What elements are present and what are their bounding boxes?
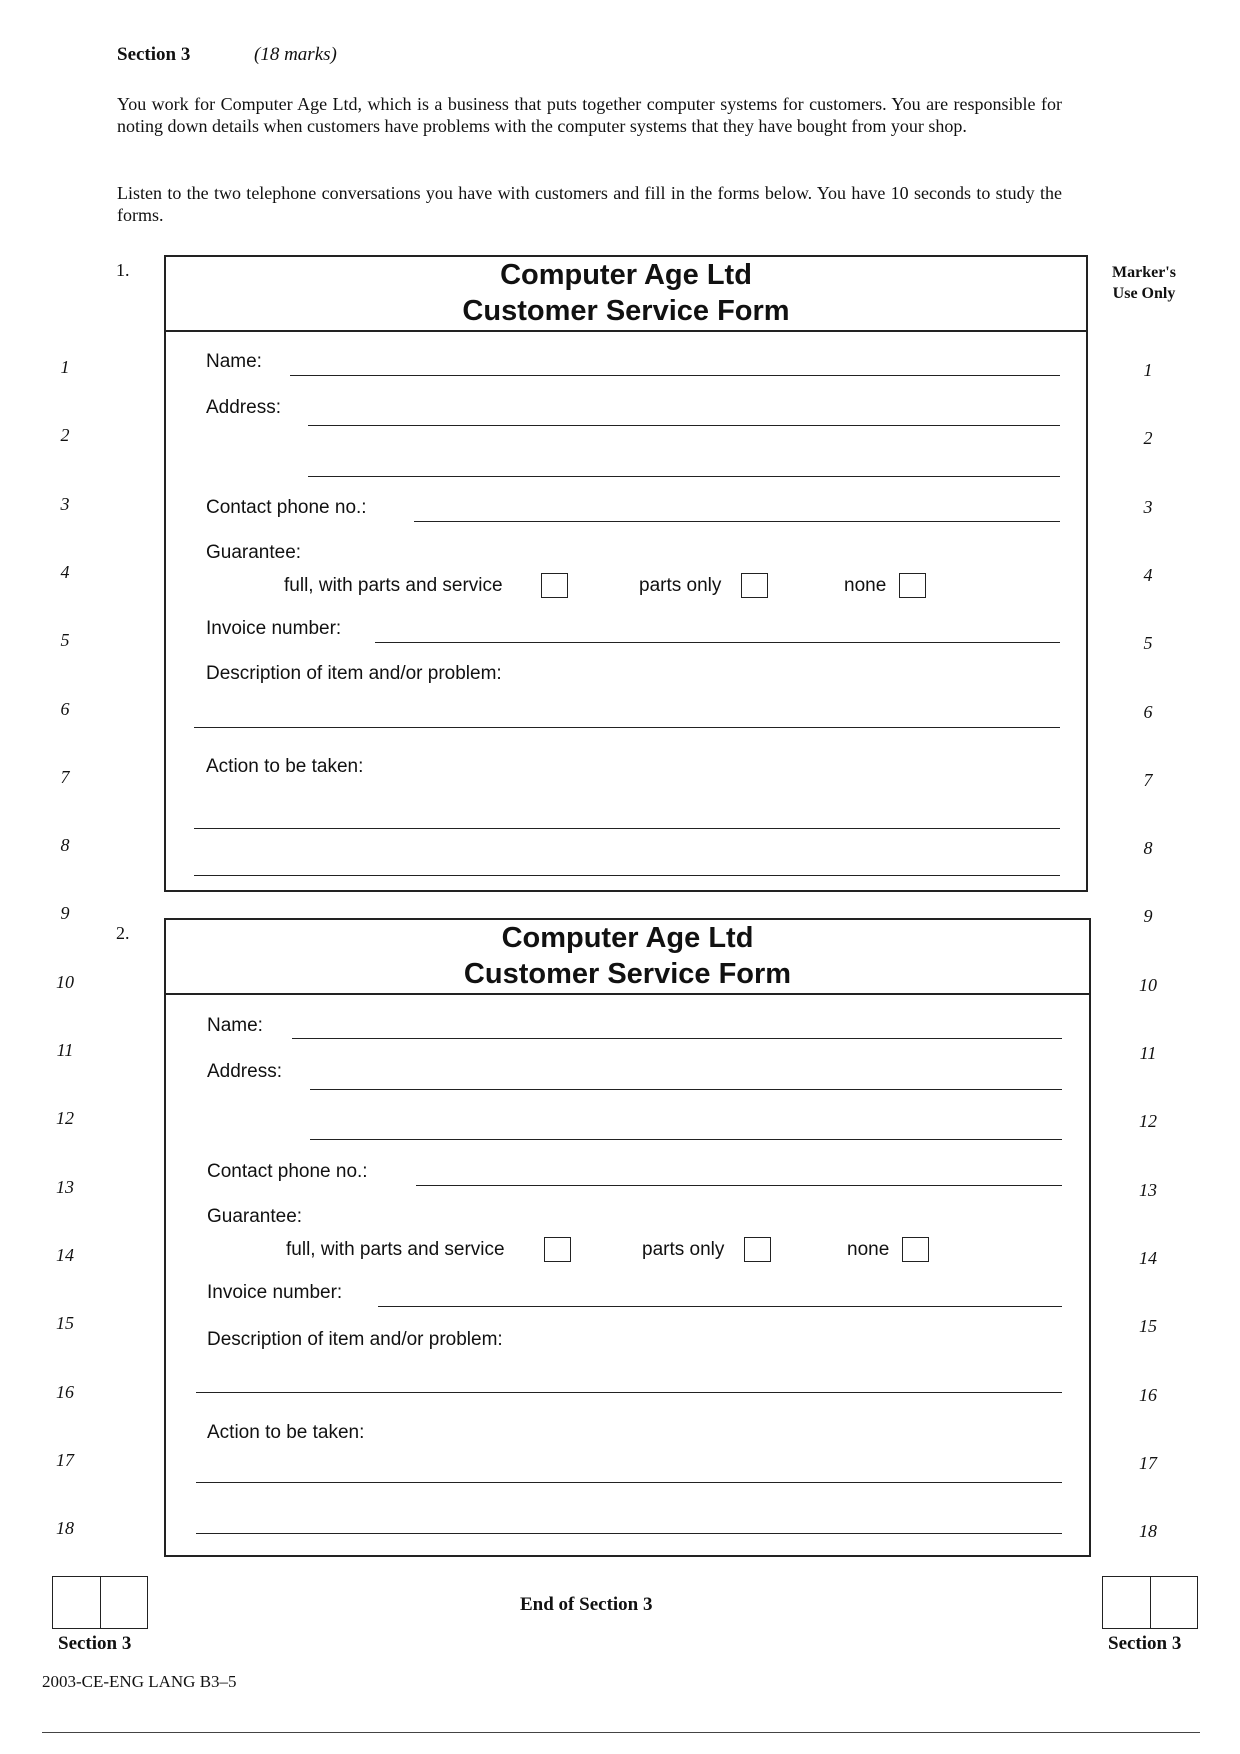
guarantee-none-checkbox[interactable] — [902, 1237, 929, 1262]
guarantee-parts-label: parts only — [642, 1239, 725, 1260]
name-label: Name: — [206, 351, 262, 372]
marker-score-18: 18 — [1139, 1521, 1157, 1541]
guarantee-parts-label: parts only — [639, 575, 722, 596]
phone-label: Contact phone no.: — [206, 497, 367, 518]
phone-label: Contact phone no.: — [207, 1161, 368, 1182]
marker-score-15: 15 — [1139, 1316, 1157, 1336]
margin-number-left: 11 — [56, 1040, 74, 1060]
margin-number-left: 5 — [60, 630, 70, 650]
section-label-left: Section 3 — [58, 1633, 132, 1654]
address-line-1[interactable] — [308, 425, 1060, 426]
guarantee-none-label: none — [847, 1239, 890, 1260]
marker-score-3: 3 — [1143, 497, 1153, 517]
margin-number-left: 7 — [60, 767, 70, 787]
action-line-1[interactable] — [194, 828, 1060, 829]
name-label: Name: — [207, 1015, 263, 1036]
margin-number-left: 16 — [56, 1382, 74, 1402]
paper-code: 2003-CE-ENG LANG B3–5 — [42, 1672, 237, 1691]
guarantee-full-checkbox[interactable] — [541, 573, 568, 598]
form-header — [166, 920, 1089, 995]
form-title-company: Computer Age Ltd — [501, 922, 754, 954]
address-line-2[interactable] — [310, 1139, 1062, 1140]
description-line[interactable] — [194, 727, 1060, 728]
margin-number-left: 18 — [56, 1518, 74, 1538]
action-line-2[interactable] — [194, 875, 1060, 876]
marker-score-1: 1 — [1143, 360, 1153, 380]
section-marks: (18 marks) — [254, 44, 337, 65]
guarantee-label: Guarantee: — [207, 1206, 303, 1227]
marker-score-6: 6 — [1143, 702, 1153, 722]
name-line[interactable] — [290, 375, 1060, 376]
invoice-line[interactable] — [378, 1306, 1062, 1307]
margin-number-left: 2 — [60, 425, 70, 445]
phone-line[interactable] — [416, 1185, 1062, 1186]
marker-score-7: 7 — [1143, 770, 1153, 790]
intro-paragraph: You work for Computer Age Ltd, which is a business that puts together computer systems for customers. You are responsible for noting down details when customers have problems with the computer systems that they have bought from your shop. — [117, 94, 1062, 136]
margin-number-left: 9 — [60, 903, 70, 923]
margin-number-left: 1 — [60, 357, 70, 377]
margin-number-left: 15 — [56, 1313, 74, 1333]
margin-number-left: 3 — [60, 494, 70, 514]
guarantee-full-label: full, with parts and service — [286, 1239, 505, 1260]
marker-score-4: 4 — [1143, 565, 1153, 585]
marker-score-14: 14 — [1139, 1248, 1157, 1268]
address-line-2[interactable] — [308, 476, 1060, 477]
footer-rule — [42, 1732, 1200, 1733]
guarantee-parts-checkbox[interactable] — [744, 1237, 771, 1262]
marker-score-11: 11 — [1139, 1043, 1157, 1063]
margin-number-left: 4 — [60, 562, 70, 582]
description-label: Description of item and/or problem: — [206, 663, 502, 684]
margin-number-left: 13 — [56, 1177, 74, 1197]
instructions-paragraph: Listen to the two telephone conversations you have with customers and fill in the forms below. You have 10 seconds to study the forms. — [117, 183, 1062, 225]
marker-score-5: 5 — [1143, 633, 1153, 653]
marker-heading-line1: Marker's — [1112, 264, 1176, 281]
form-title-company: Computer Age Ltd — [500, 259, 752, 291]
marker-score-10: 10 — [1139, 975, 1157, 995]
phone-line[interactable] — [414, 521, 1060, 522]
address-label: Address: — [207, 1061, 282, 1082]
action-label: Action to be taken: — [207, 1422, 365, 1443]
form-number: 2. — [116, 923, 130, 943]
marker-score-17: 17 — [1139, 1453, 1157, 1473]
marker-heading-line2: Use Only — [1112, 285, 1176, 302]
marker-score-2: 2 — [1143, 428, 1153, 448]
description-label: Description of item and/or problem: — [207, 1329, 503, 1350]
name-line[interactable] — [292, 1038, 1062, 1039]
margin-number-left: 10 — [56, 972, 74, 992]
section-label-right: Section 3 — [1108, 1633, 1182, 1654]
guarantee-full-checkbox[interactable] — [544, 1237, 571, 1262]
section-heading: Section 3 — [117, 44, 191, 65]
margin-number-left: 6 — [60, 699, 70, 719]
marker-use-heading — [1094, 262, 1194, 304]
margin-number-left: 14 — [56, 1245, 74, 1265]
invoice-label: Invoice number: — [207, 1282, 343, 1303]
marker-score-16: 16 — [1139, 1385, 1157, 1405]
marker-score-13: 13 — [1139, 1180, 1157, 1200]
guarantee-parts-checkbox[interactable] — [741, 573, 768, 598]
margin-number-left: 12 — [56, 1108, 74, 1128]
customer-service-form-1 — [164, 255, 1088, 892]
invoice-label: Invoice number: — [206, 618, 342, 639]
form-header — [166, 257, 1086, 332]
guarantee-none-checkbox[interactable] — [899, 573, 926, 598]
margin-number-left: 17 — [56, 1450, 74, 1470]
guarantee-none-label: none — [844, 575, 887, 596]
form-title-subtitle: Customer Service Form — [462, 295, 790, 327]
form-number: 1. — [116, 260, 130, 280]
invoice-line[interactable] — [375, 642, 1060, 643]
marker-score-9: 9 — [1143, 906, 1153, 926]
section-score-box-left[interactable] — [52, 1576, 148, 1629]
guarantee-label: Guarantee: — [206, 542, 302, 563]
address-label: Address: — [206, 397, 281, 418]
section-score-box-right[interactable] — [1102, 1576, 1198, 1629]
customer-service-form-2 — [164, 918, 1091, 1557]
action-label: Action to be taken: — [206, 756, 364, 777]
address-line-1[interactable] — [310, 1089, 1062, 1090]
marker-score-12: 12 — [1139, 1111, 1157, 1131]
end-of-section: End of Section 3 — [520, 1594, 653, 1615]
description-line[interactable] — [196, 1392, 1062, 1393]
action-line-1[interactable] — [196, 1482, 1062, 1483]
form-title-subtitle: Customer Service Form — [463, 958, 792, 990]
margin-number-left: 8 — [60, 835, 70, 855]
guarantee-full-label: full, with parts and service — [284, 575, 503, 596]
action-line-2[interactable] — [196, 1533, 1062, 1534]
marker-score-8: 8 — [1143, 838, 1153, 858]
